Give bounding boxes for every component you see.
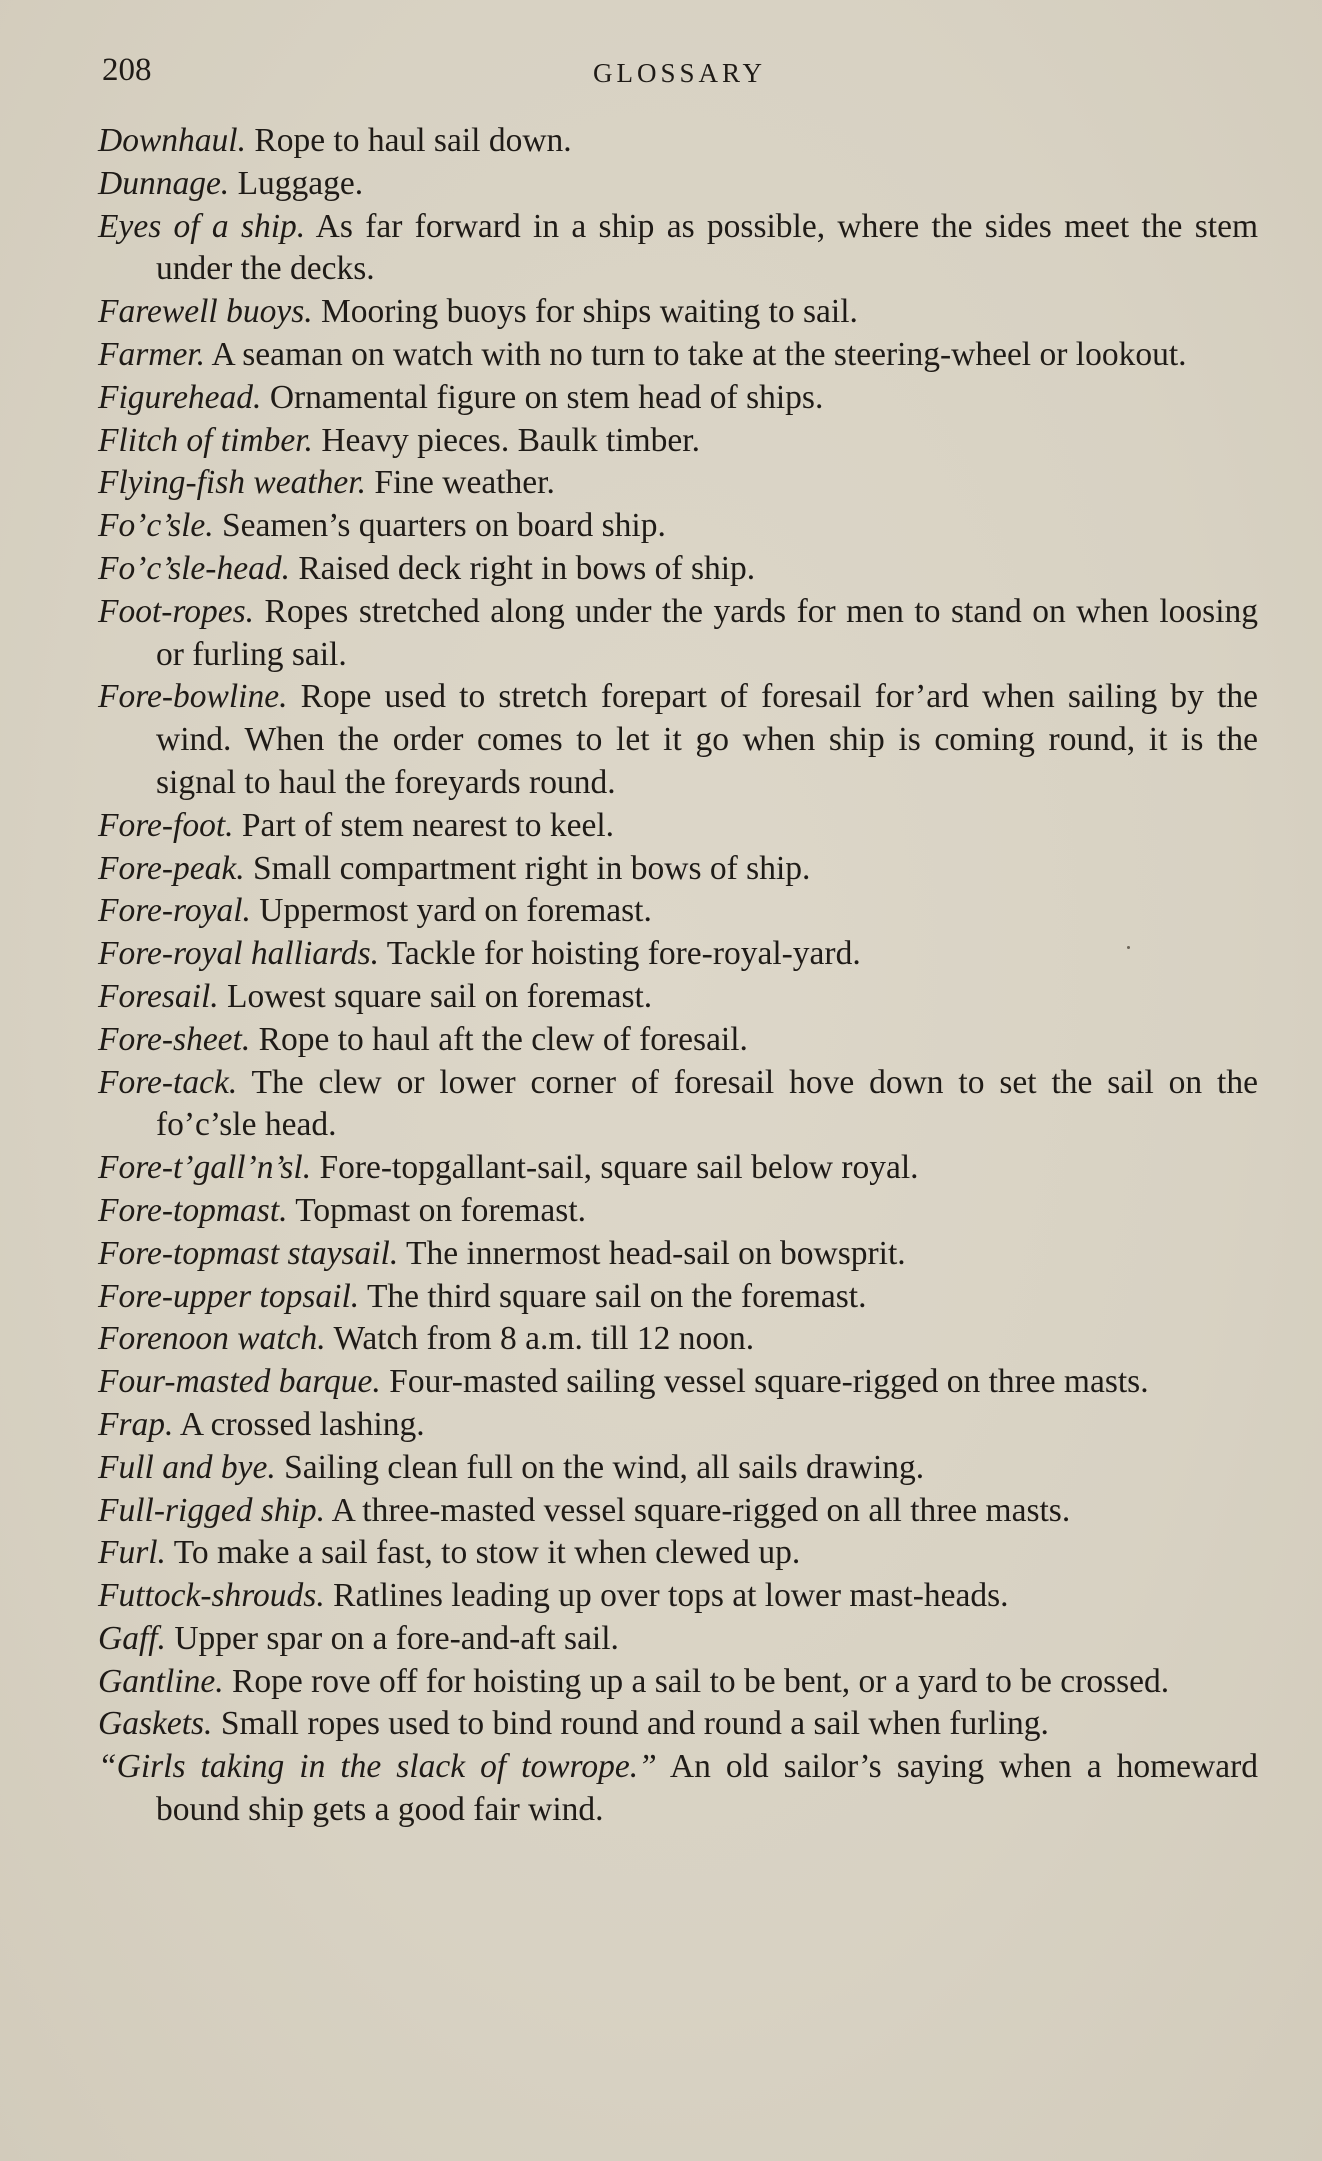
glossary-entry [98, 548, 1258, 591]
glossary-term: Flying-fish weather. [98, 464, 366, 502]
glossary-definition: Rope to haul sail down. [254, 122, 572, 159]
glossary-entry [98, 1575, 1258, 1618]
glossary-entry [98, 120, 1258, 163]
glossary-entry [98, 591, 1258, 677]
glossary-definition: A crossed lashing. [179, 1405, 425, 1443]
glossary-entry [98, 334, 1258, 377]
page-header [102, 52, 1257, 102]
glossary-definition: Mooring buoys for ships waiting to sail. [320, 293, 858, 331]
glossary-term: Fore-t’gall’n’sl. [98, 1149, 312, 1187]
glossary-entry [98, 505, 1258, 548]
glossary-term: Foot-ropes. [98, 592, 255, 630]
glossary-entry [98, 1490, 1258, 1533]
glossary-definition: Watch from 8 a.m. till 12 noon. [333, 1320, 755, 1358]
glossary-entry [98, 890, 1258, 933]
glossary-term: Full and bye. [98, 1448, 276, 1486]
glossary-entry [98, 1019, 1258, 1062]
glossary-entry [98, 291, 1258, 334]
glossary-entry [98, 1746, 1258, 1832]
glossary-term: Gaff. [98, 1619, 166, 1657]
glossary-entries [98, 120, 1258, 1832]
glossary-entry [98, 848, 1258, 891]
glossary-definition: Uppermost yard on foremast. [259, 892, 652, 930]
glossary-definition: Rope used to stretch forepart of foresail for’ard when sailing by the wind. When the order comes to let it go when ship is coming round, it is the signal to haul the foreyards round. [156, 678, 1258, 801]
glossary-entry [98, 163, 1258, 206]
glossary-definition: Part of stem nearest to keel. [241, 806, 615, 844]
glossary-term: Fore-tack. [98, 1063, 238, 1101]
glossary-term: Gaskets. [98, 1705, 213, 1743]
glossary-definition: A three-masted vessel square-rigged on all three masts. [331, 1491, 1071, 1529]
glossary-term: Farmer. [98, 335, 206, 373]
glossary-term: Fo’c’sle-head. [98, 549, 290, 587]
glossary-term: Full-rigged ship. [98, 1491, 326, 1529]
glossary-definition: The innermost head-sail on bowsprit. [406, 1234, 906, 1272]
glossary-definition: A seaman on watch with no turn to take at the steering-wheel or lookout. [211, 335, 1187, 373]
glossary-entry [98, 1276, 1258, 1319]
glossary-entry [98, 1233, 1258, 1276]
page-number: 208 [102, 52, 152, 88]
glossary-definition: Ornamental figure on stem head of ships. [269, 378, 824, 416]
running-head: GLOSSARY [592, 58, 767, 88]
glossary-definition: Upper spar on a fore-and-aft sail. [174, 1619, 619, 1657]
glossary-term: Farewell buoys. [98, 293, 313, 331]
glossary-entry [98, 1318, 1258, 1361]
glossary-definition: Small compartment right in bows of ship. [253, 849, 811, 887]
glossary-term: Flitch of timber. [98, 421, 313, 459]
glossary-definition: Fore-topgallant-sail, square sail below royal. [319, 1149, 919, 1187]
glossary-definition: Rope rove off for hoisting up a sail to be bent, or a yard to be crossed. [231, 1662, 1170, 1700]
glossary-term: Dunnage. [98, 164, 230, 202]
glossary-definition: Sailing clean full on the wind, all sails drawing. [284, 1448, 925, 1486]
glossary-definition: Topmast on foremast. [295, 1191, 587, 1229]
glossary-term: Fore-royal. [98, 892, 251, 930]
glossary-entry [98, 933, 1258, 976]
glossary-term: Frap. [98, 1405, 174, 1443]
glossary-entry [98, 1062, 1258, 1148]
glossary-term: Fore-royal halliards. [98, 935, 380, 973]
glossary-entry [98, 1404, 1258, 1447]
glossary-entry [98, 676, 1258, 804]
glossary-definition: Four-masted sailing vessel square-rigged on three masts. [389, 1363, 1149, 1401]
glossary-term: Futtock-shrouds. [98, 1577, 325, 1615]
glossary-entry [98, 377, 1258, 420]
glossary-entry [98, 1147, 1258, 1190]
glossary-entry [98, 1618, 1258, 1661]
glossary-term: “Girls taking in the slack of towrope.” [98, 1748, 657, 1786]
glossary-term: Gantline. [98, 1662, 224, 1700]
glossary-definition: The third square sail on the foremast. [366, 1277, 867, 1315]
glossary-definition: Fine weather. [374, 464, 555, 502]
glossary-definition: Raised deck right in bows of ship. [298, 549, 756, 587]
glossary-definition: Lowest square sail on foremast. [227, 977, 653, 1015]
glossary-definition: Seamen’s quarters on board ship. [222, 507, 666, 545]
glossary-term: Fo’c’sle. [98, 507, 214, 545]
glossary-term: Figurehead. [98, 378, 262, 416]
glossary-definition: Luggage. [237, 164, 364, 202]
glossary-definition: Ratlines leading up over tops at lower mast-heads. [333, 1577, 1009, 1615]
glossary-term: Fore-bowline. [98, 678, 288, 716]
glossary-term: Eyes of a ship. [98, 207, 306, 245]
glossary-definition: Small ropes used to bind round and round a sail when furling. [220, 1705, 1049, 1743]
glossary-term: Furl. [98, 1534, 166, 1572]
glossary-definition: Tackle for hoisting fore-royal-yard. [386, 935, 861, 973]
glossary-term: Fore-upper topsail. [98, 1277, 360, 1315]
glossary-entry [98, 1661, 1258, 1704]
glossary-definition: Heavy pieces. Baulk timber. [321, 421, 700, 459]
glossary-entry [98, 1361, 1258, 1404]
glossary-term: Fore-peak. [98, 849, 245, 887]
glossary-term: Fore-topmast staysail. [98, 1234, 399, 1272]
glossary-entry [98, 1447, 1258, 1490]
glossary-entry [98, 206, 1258, 292]
glossary-term: Downhaul. [98, 122, 246, 159]
glossary-entry [98, 1703, 1258, 1746]
glossary-term: Fore-sheet. [98, 1020, 251, 1058]
glossary-term: Fore-foot. [98, 806, 234, 844]
glossary-entry [98, 1532, 1258, 1575]
glossary-definition: To make a sail fast, to stow it when clewed up. [173, 1534, 801, 1572]
paper-speck [1127, 946, 1130, 949]
glossary-entry [98, 805, 1258, 848]
glossary-entry [98, 420, 1258, 463]
glossary-entry [98, 1190, 1258, 1233]
glossary-definition: As far forward in a ship as possible, where the sides meet the stem under the decks. [156, 207, 1259, 288]
glossary-definition: Rope to haul aft the clew of foresail. [258, 1020, 748, 1058]
glossary-term: Forenoon watch. [98, 1320, 326, 1358]
glossary-definition: Ropes stretched along under the yards for men to stand on when loosing or furling sail. [156, 592, 1258, 673]
glossary-term: Four-masted barque. [98, 1363, 381, 1401]
glossary-term: Foresail. [98, 977, 219, 1015]
glossary-definition: The clew or lower corner of foresail hove down to set the sail on the fo’c’sle head. [156, 1063, 1258, 1144]
glossary-definition: An old sailor’s saying when a homeward bound ship gets a good fair wind. [156, 1748, 1258, 1829]
glossary-entry [98, 462, 1258, 505]
glossary-entry [98, 976, 1258, 1019]
glossary-term: Fore-topmast. [98, 1191, 288, 1229]
